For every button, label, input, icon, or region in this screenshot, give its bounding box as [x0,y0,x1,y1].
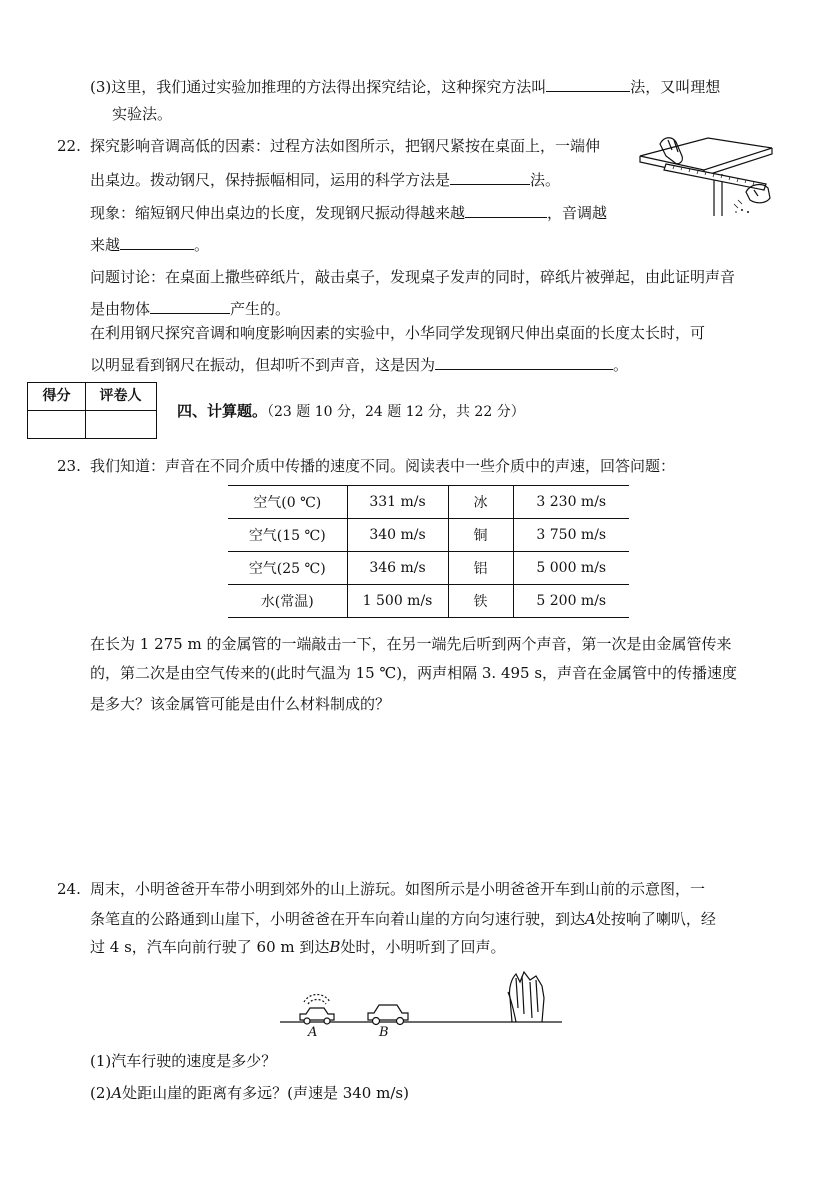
q22-method-blank[interactable] [450,168,530,185]
q21-3-line1 [90,75,720,98]
reviewer-label: 评卷人 [99,388,142,404]
sound-speed-row [228,519,629,552]
q22-line4 [90,233,209,256]
medium-cell: 空气(25 ℃) [228,552,347,585]
medium-cell: 铁 [448,585,513,618]
speed-cell: 331 m/s [347,486,448,519]
q22-l8-end: 。 [613,356,629,374]
section-4-points: （23 题 10 分，24 题 12 分，共 22 分） [267,404,525,420]
score-label: 得分 [42,388,71,404]
sound-speed-row [228,552,629,585]
medium-cell: 铝 [448,552,513,585]
speed-cell: 5 200 m/s [513,585,629,618]
q22-reason-blank[interactable] [435,353,613,370]
q22-l2-text: 出桌边。拨动钢尺，保持振幅相同，运用的科学方法是 [90,171,451,189]
q24-l2-point-a: A [585,910,596,928]
q24-number: 24. [57,880,81,898]
q22-line2 [90,168,560,191]
q21-3-text-a: (3)这里，我们通过实验加推理的方法得出探究结论，这种探究方法叫 [90,78,547,96]
q24-sub2-text: 处距山崖的距离有多远？(声速是 340 m/s) [122,1084,409,1102]
speed-cell: 1 500 m/s [347,585,448,618]
q22-pitch-blank[interactable] [120,233,194,250]
score-box-rule [28,410,156,411]
section-4-title [177,400,525,423]
q22-l2-end: 法。 [530,171,561,189]
section-4-heading: 四、计算题。 [177,402,268,420]
speed-cell: 5 000 m/s [513,552,629,585]
medium-cell: 空气(15 ℃) [228,519,347,552]
q22-l6-text: 是由物体 [90,300,151,318]
q24-line3 [90,936,505,958]
car-cliff-figure [280,968,562,1044]
q22-l8-text: 以明显看到钢尺在振动，但却听不到声音，这是因为 [90,356,436,374]
speed-cell: 346 m/s [347,552,448,585]
q23-para-line3: 是多大？该金属管可能是由什么材料制成的？ [90,695,391,713]
sound-speed-row [228,486,629,519]
q24-l3-text: 过 4 s，汽车向前行驶了 60 m 到达 [90,938,330,956]
q24-sub2 [90,1082,409,1104]
score-box [27,382,157,439]
sound-speed-row [228,585,629,618]
medium-cell: 铜 [448,519,513,552]
q23-intro: 我们知道：声音在不同介质中传播的速度不同。阅读表中一些介质中的声速，回答问题： [90,457,676,475]
q23-number: 23. [57,457,81,475]
q24-sub2-num: (2) [90,1084,112,1102]
q22-l3-text: 现象：缩短钢尺伸出桌边的长度，发现钢尺振动得越来越 [90,204,466,222]
q22-line5: 问题讨论：在桌面上撒些碎纸片，敲击桌子，发现桌子发声的同时，碎纸片被弹起，由此证明声音 [90,268,736,286]
q22-line3 [90,201,607,224]
q22-l4-text: 来越 [90,236,121,254]
q22-line8 [90,353,628,376]
q24-l2-end: 处按响了喇叭，经 [595,910,716,928]
speed-cell: 3 750 m/s [513,519,629,552]
q22-l4-end: 。 [194,236,210,254]
q21-3-text-b: 法，又叫理想 [630,78,721,96]
q21-3-blank[interactable] [546,75,630,92]
q24-l2-text: 条笔直的公路通到山崖下，小明爸爸在开车向着山崖的方向匀速行驶，到达 [90,910,586,928]
speed-cell: 3 230 m/s [513,486,629,519]
q24-l3-end: 处时，小明听到了回声。 [340,938,506,956]
medium-cell: 冰 [448,486,513,519]
medium-cell: 水(常温) [228,585,347,618]
q22-l6-end: 产生的。 [230,300,291,318]
figure-label-a: A [308,1025,318,1040]
q22-line1: 探究影响音调高低的因素：过程方法如图所示，把钢尺紧按在桌面上，一端伸 [90,137,601,155]
q22-number: 22. [57,137,81,155]
medium-cell: 空气(0 ℃) [228,486,347,519]
q24-line2 [90,908,716,930]
q22-object-blank[interactable] [150,297,230,314]
ruler-on-desk-figure [638,126,774,218]
sound-speed-table [228,485,629,618]
q24-sub1: (1)汽车行驶的速度是多少？ [90,1052,277,1070]
q23-para-line2: 的，第二次是由空气传来的(此时气温为 15 ℃)，两声相隔 3. 495 s，声音在金属管中的传播速度 [90,664,738,682]
q22-speed-blank[interactable] [465,201,547,218]
q22-l3-end: ，音调越 [547,204,608,222]
figure-label-b: B [379,1025,389,1040]
q22-line6 [90,297,290,320]
speed-cell: 340 m/s [347,519,448,552]
q24-line1: 周末，小明爸爸开车带小明到郊外的山上游玩。如图所示是小明爸爸开车到山前的示意图，一 [90,880,706,898]
q23-para-line1: 在长为 1 275 m 的金属管的一端敲击一下，在另一端先后听到两个声音，第一次是由金属管传来 [90,635,732,653]
q24-sub2-point-a: A [111,1084,123,1102]
q22-line7: 在利用钢尺探究音调和响度影响因素的实验中，小华同学发现钢尺伸出桌面的长度太长时，可 [90,324,706,342]
q21-3-line2: 实验法。 [112,105,173,123]
q24-l3-point-b: B [329,938,341,956]
